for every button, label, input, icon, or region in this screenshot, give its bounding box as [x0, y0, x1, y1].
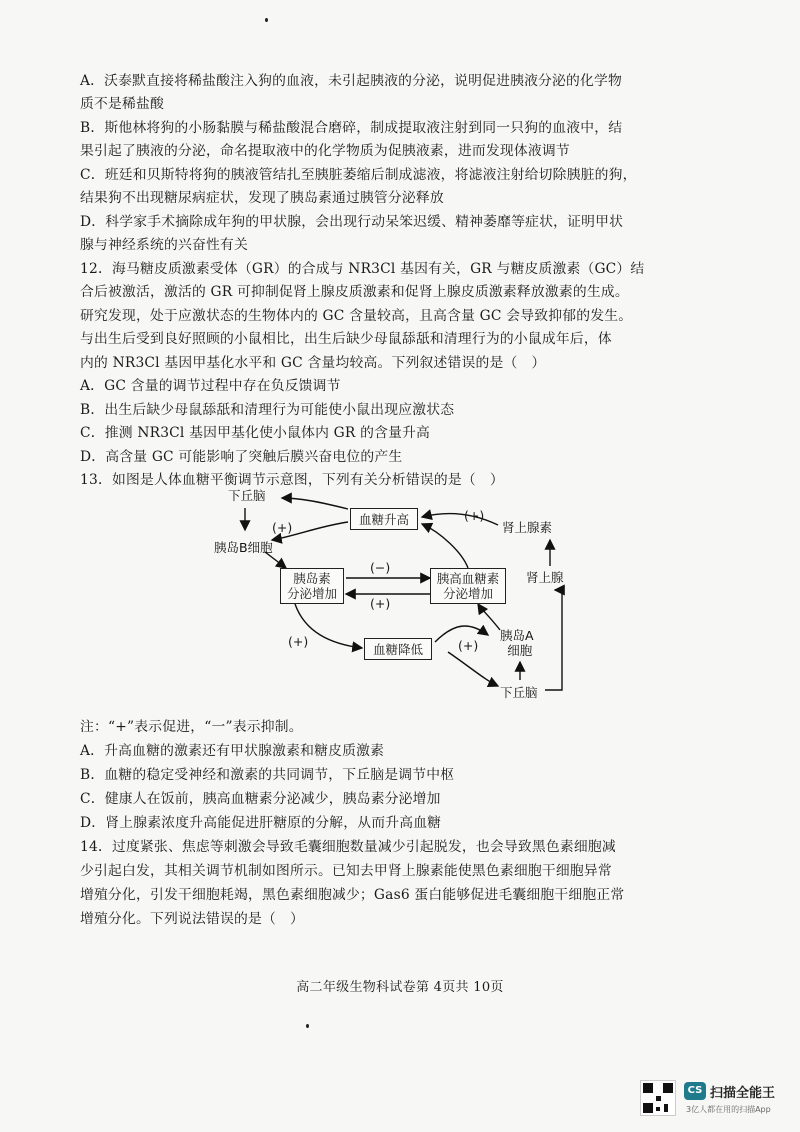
- q12-option-c: C．推测 NR3Cl 基因甲基化使小鼠体内 GR 的含量升高: [80, 425, 431, 441]
- blood-sugar-up-text: 血糖升高: [358, 511, 409, 527]
- islet-b-cell-label: 胰岛B细胞: [214, 540, 273, 555]
- hypothalamus-bottom-label: 下丘脑: [500, 685, 538, 700]
- glucagon-text-1: 胰高血糖素: [436, 571, 500, 586]
- page-footer: 高二年级生物科试卷第 4页共 10页: [296, 980, 504, 995]
- camscanner-logo-icon: CS: [684, 1082, 706, 1100]
- option-d-line-1: D．科学家手术摘除成年狗的甲状腺，会出现行动呆笨迟缓、精神萎靡等症状，证明甲状: [80, 214, 624, 230]
- q13-option-c: C．健康人在饭前，胰高血糖素分泌减少，胰岛素分泌增加: [80, 791, 441, 807]
- islet-a-line-2: 细胞: [507, 643, 533, 658]
- q12-option-a: A．GC 含量的调节过程中存在负反馈调节: [80, 378, 341, 394]
- plus-sign-4: (+): [288, 634, 309, 649]
- question-12-line-4: 与出生后受到良好照顾的小鼠相比，出生后缺少母鼠舔舐和清理行为的小鼠成年后，体: [80, 331, 612, 347]
- question-14-line-1: 14．过度紧张、焦虑等刺激会导致毛囊细胞数量减少引起脱发，也会导致黑色素细胞减: [80, 839, 616, 855]
- islet-a-line-1: 胰岛A: [500, 628, 534, 643]
- minus-sign: (−): [370, 560, 391, 575]
- plus-sign-5: (+): [458, 638, 479, 653]
- adrenaline-label: 肾上腺素: [502, 520, 553, 535]
- q13-option-d: D．肾上腺素浓度升高能促进肝糖原的分解，从而升高血糖: [80, 815, 442, 831]
- glucagon-text-2: 分泌增加: [442, 586, 493, 601]
- q13-option-b: B．血糖的稳定受神经和激素的共同调节，下丘脑是调节中枢: [80, 767, 455, 783]
- q13-option-a: A．升高血糖的激素还有甲状腺激素和糖皮质激素: [80, 743, 385, 759]
- question-13-stem: 13．如图是人体血糖平衡调节示意图，下列有关分析错误的是（ ）: [80, 472, 504, 488]
- scan-speck: [265, 18, 268, 22]
- hypothalamus-top-label: 下丘脑: [228, 488, 266, 503]
- blood-sugar-down-box: [364, 638, 432, 660]
- option-a-line-2: 质不是稀盐酸: [80, 96, 164, 112]
- blood-sugar-regulation-diagram: [200, 482, 600, 704]
- scanner-app-name: 扫描全能王: [710, 1086, 776, 1101]
- qr-code: [640, 1080, 676, 1116]
- q12-option-b: B．出生后缺少母鼠舔舐和清理行为可能使小鼠出现应激状态: [80, 402, 455, 418]
- insulin-box: [280, 568, 344, 604]
- question-12-line-1: 12．海马糖皮质激素受体（GR）的合成与 NR3Cl 基因有关，GR 与糖皮质激素（GC）结: [80, 261, 645, 277]
- q12-option-d: D．高含量 GC 可能影响了突触后膜兴奋电位的产生: [80, 449, 403, 465]
- insulin-text-2: 分泌增加: [286, 586, 337, 601]
- question-14-line-4: 增殖分化。下列说法错误的是（ ）: [80, 911, 304, 927]
- islet-a-cell-label: [500, 628, 534, 658]
- question-12-line-3: 研究发现，处于应激状态的生物体内的 GC 含量较高，且高含量 GC 会导致抑郁的发生。: [80, 308, 633, 324]
- glucagon-box: [430, 568, 506, 604]
- option-b-line-1: B．斯他林将狗的小肠黏膜与稀盐酸混合磨碎，制成提取液注射到同一只狗的血液中，结: [80, 120, 623, 136]
- scan-speck-2: [306, 1024, 309, 1028]
- scanner-tagline: 3亿人都在用的扫描App: [686, 1105, 771, 1114]
- option-a-line-1: A．沃泰默直接将稀盐酸注入狗的血液，未引起胰液的分泌，说明促进胰液分泌的化学物: [80, 73, 623, 89]
- question-12-line-5: 内的 NR3Cl 基因甲基化水平和 GC 含量均较高。下列叙述错误的是（ ）: [80, 355, 546, 371]
- adrenal-gland-label: 肾上腺: [526, 570, 564, 585]
- question-14-line-3: 增殖分化，引发干细胞耗竭，黑色素细胞减少；Gas6 蛋白能够促进毛囊细胞干细胞正常: [80, 887, 625, 903]
- blood-sugar-up-box: [350, 508, 418, 530]
- option-b-line-2: 果引起了胰液的分泌，命名提取液中的化学物质为促胰液素，进而发现体液调节: [80, 143, 570, 159]
- blood-sugar-down-text: 血糖降低: [372, 641, 423, 657]
- option-d-line-2: 腺与神经系统的兴奋性有关: [80, 237, 248, 253]
- diagram-note: 注：“+”表示促进，“一”表示抑制。: [80, 719, 303, 735]
- plus-sign-3: (+): [370, 596, 391, 611]
- question-14-line-2: 少引起白发，其相关调节机制如图所示。已知去甲肾上腺素能使黑色素细胞干细胞异常: [80, 863, 612, 879]
- insulin-text-1: 胰岛素: [293, 571, 331, 586]
- plus-sign-2: (+): [464, 508, 485, 523]
- question-12-line-2: 合后被激活，激活的 GR 可抑制促肾上腺皮质激素和促肾上腺皮质激素释放激素的生成。: [80, 284, 629, 300]
- option-c-line-2: 结果狗不出现糖尿病症状，发现了胰岛素通过胰管分泌释放: [80, 190, 444, 206]
- plus-sign-1: (+): [272, 520, 293, 535]
- option-c-line-1: C．班廷和贝斯特将狗的胰液管结扎至胰脏萎缩后制成滤液，将滤液注射给切除胰脏的狗，: [80, 167, 637, 183]
